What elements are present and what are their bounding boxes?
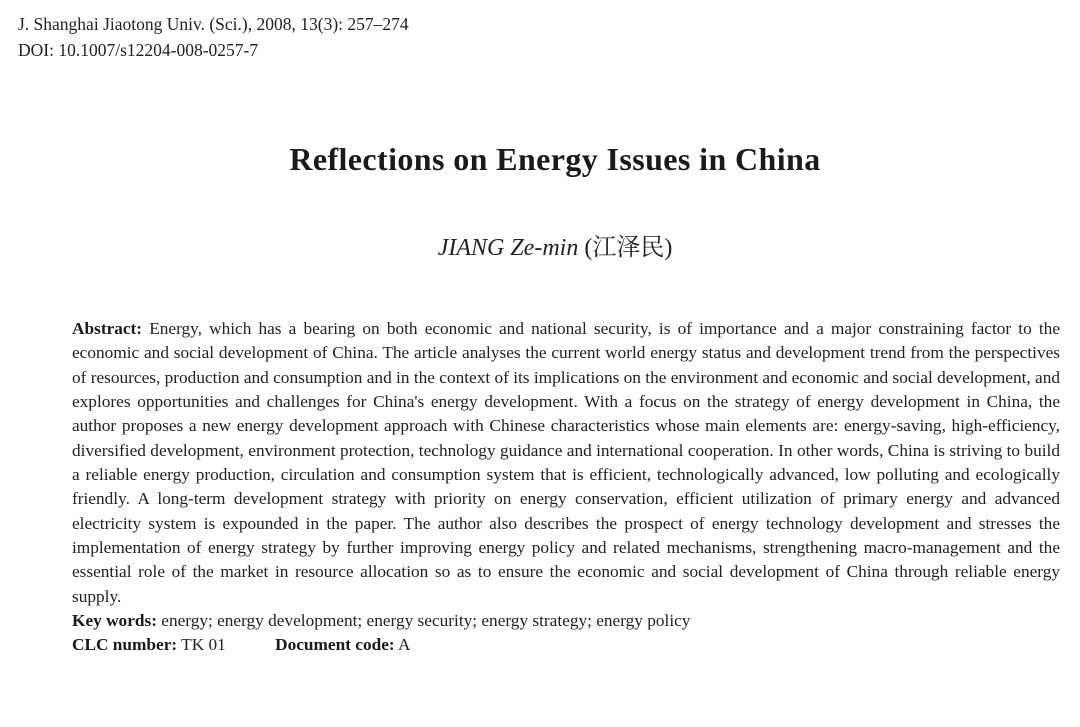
journal-header	[18, 11, 409, 63]
clc-number-value: TK 01	[181, 635, 226, 655]
keywords-text: energy; energy development; energy security; energy strategy; energy policy	[161, 611, 691, 631]
keywords-label: Key words:	[72, 611, 157, 631]
document-code-value: A	[398, 635, 411, 655]
clc-number-label: CLC number:	[72, 635, 178, 655]
front-matter	[72, 317, 1060, 658]
keywords-line	[72, 609, 1060, 633]
document-code-label: Document code:	[275, 635, 395, 655]
journal-citation: J. Shanghai Jiaotong Univ. (Sci.), 2008, 13(3): 257–274	[18, 14, 409, 34]
abstract-paragraph	[72, 317, 1060, 609]
article-author	[30, 227, 1080, 262]
author-name-chinese: (江泽民)	[584, 235, 673, 261]
classification-line	[72, 633, 1060, 657]
article-title: Reflections on Energy Issues in China	[289, 141, 821, 177]
author-name: JIANG Ze-min	[437, 235, 579, 261]
abstract-text: Energy, which has a bearing on both economic and national security, is of importance and a major constraining factor to the economic and social development of China. The article analyses the current world energy status and development trend from the perspectives of resources, production and consumption and in the context of its implications on the environment and economic and social development, and explores opportunities and challenges for China's energy development. With a focus on the strategy of energy development in China, the author proposes a new energy development approach with Chinese characteristics whose main elements are: energy-saving, high-efficiency, diversified development, environment protection, technology guidance and international cooperation. In other words, China is striving to build a reliable energy production, circulation and consumption system that is efficient, technologically advanced, low polluting and ecologically friendly. A long-term development strategy with priority on energy conservation, efficient utilization of primary energy and advanced electricity system is expounded in the paper. The author also describes the prospect of energy technology development and stresses the implementation of energy strategy by further improving energy policy and related mechanisms, strengthening macro-management and the essential role of the market in resource allocation so as to ensure the economic and social development of China through reliable energy supply.	[72, 319, 1060, 606]
abstract-label: Abstract:	[72, 319, 143, 338]
journal-doi: DOI: 10.1007/s12204-008-0257-7	[18, 40, 259, 60]
